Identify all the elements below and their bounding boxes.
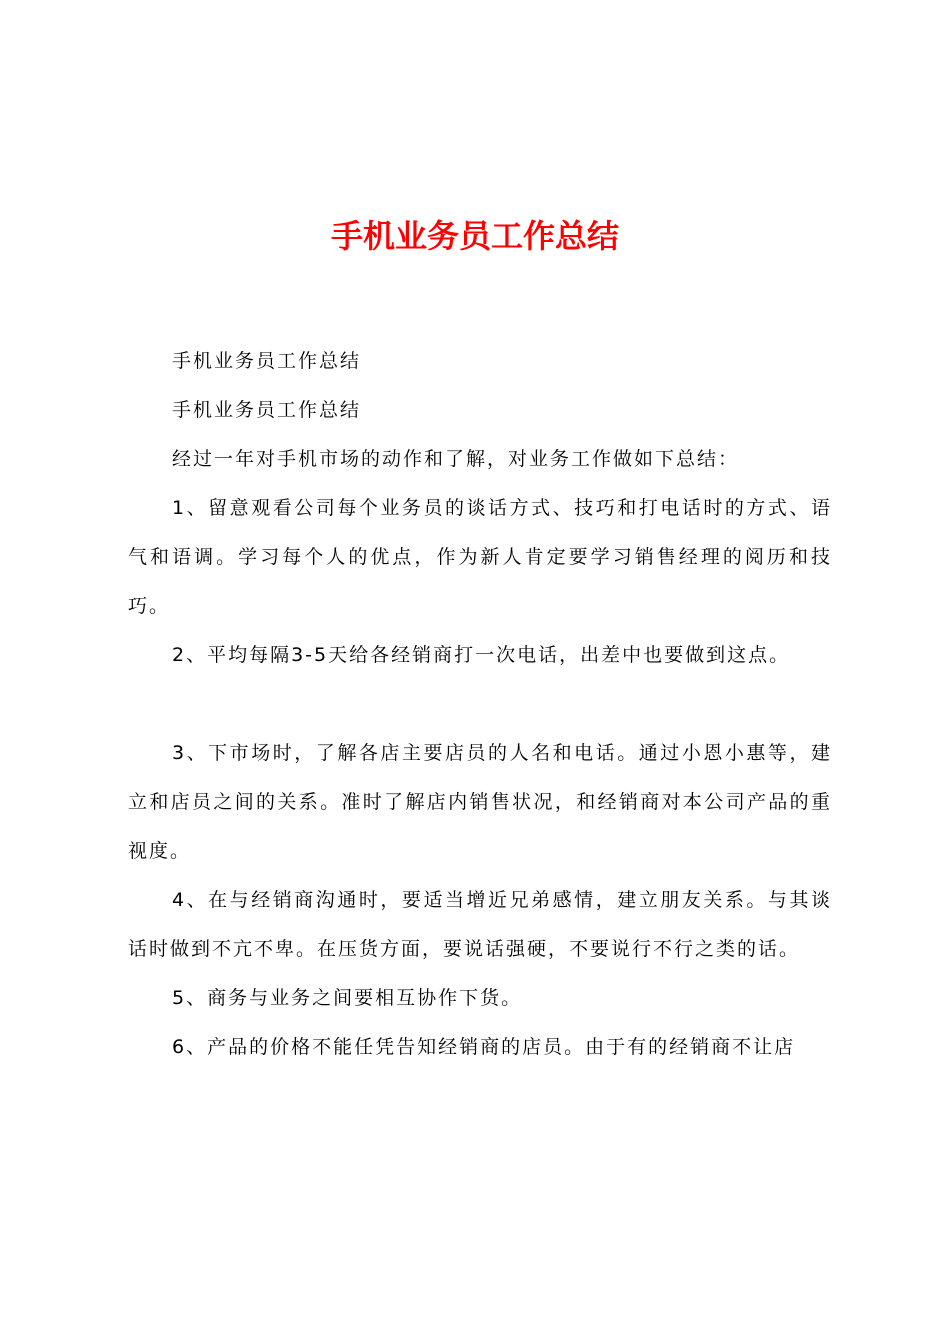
paragraph: 经过一年对手机市场的动作和了解，对业务工作做如下总结：	[172, 448, 740, 470]
paragraph: 4、在与经销商沟通时，要适当增近兄弟感情，建立朋友关系。与其谈话时做到不亢不卑。在压货方面，要说话强硬，不要说行不行之类的话。	[128, 889, 832, 960]
paragraph: 2、平均每隔3-5天给各经销商打一次电话，出差中也要做到这点。	[172, 644, 791, 666]
paragraph: 6、产品的价格不能任凭告知经销商的店员。由于有的经销商不让店	[172, 1036, 796, 1058]
document-title: 手机业务员工作总结	[330, 217, 619, 255]
paragraph: 手机业务员工作总结	[172, 350, 362, 372]
document-body	[128, 337, 832, 1072]
paragraph: 5、商务与业务之间要相互协作下货。	[172, 987, 523, 1009]
paragraph: 3、下市场时，了解各店主要店员的人名和电话。通过小恩小惠等，建立和店员之间的关系。准时了解店内销售状况，和经销商对本公司产品的重视度。	[128, 742, 832, 862]
paragraph: 1、留意观看公司每个业务员的谈话方式、技巧和打电话时的方式、语气和语调。学习每个人的优点，作为新人肯定要学习销售经理的阅历和技巧。	[128, 497, 832, 617]
paragraph: 手机业务员工作总结	[172, 399, 362, 421]
